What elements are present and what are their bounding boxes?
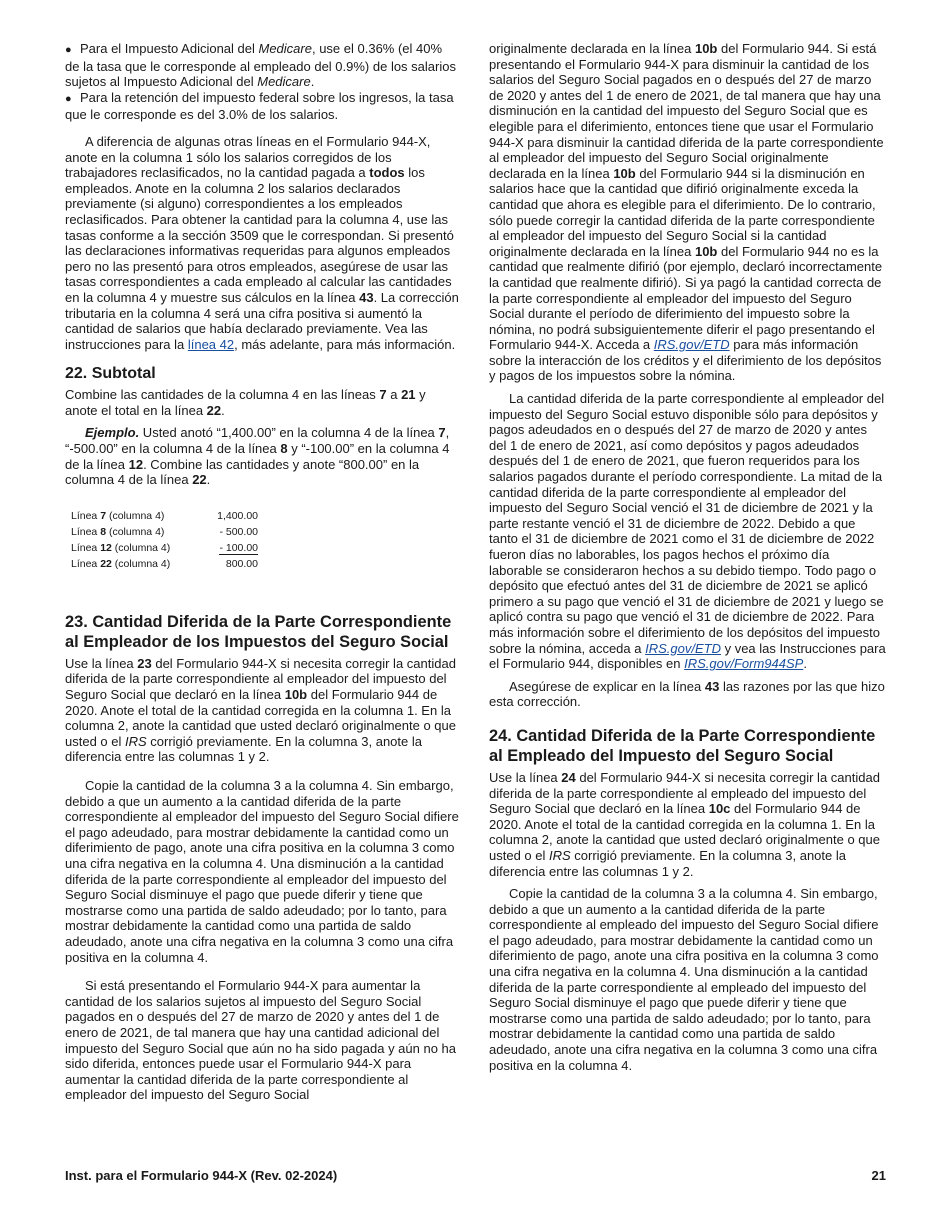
heading-line-24: 24. Cantidad Diferida de la Parte Correspondiente al Empleado del Impuesto del Seguro Social — [489, 726, 876, 766]
paragraph-line-23-b: Copie la cantidad de la columna 3 a la columna 4. Sin embargo, debido a que un aumento a la cantidad diferida de la parte correspondiente al empleador del impuesto del Seguro Social difiere el pago adeudado, para mostrar debidamente la cantidad como un diferimiento de pago, anote una cifra positiva en la columna 3 como una cifra negativa en la columna 4. Una disminución a la cantidad diferida de la parte correspondiente al empleador del impuesto del Seguro Social disminuye el pago que puede diferir y tiene que mostrarse como una partida de saldo adeudado; por lo tanto, para mostrar debidamente la cantidad como una partida de saldo adeudado, anote una cifra negativa en la columna 3 como una cifra positiva en la columna 4. — [65, 778, 459, 965]
footer-title: Inst. para el Formulario 944-X (Rev. 02-2024) — [65, 1168, 338, 1183]
paragraph-line-23-c: Si está presentando el Formulario 944-X para aumentar la cantidad de los salarios sujetos al impuesto del Seguro Social pagados en o después del 27 de marzo de 2020 y antes del 1 de enero de 2021, de tal manera que hay una cantidad adicional del impuesto del Seguro Social que aún no ha sido pagada y aún no ha sido diferida, entonces puede usar el Formulario 944-X para aumentar la cantidad diferida de la parte correspondiente al empleador del impuesto del Seguro Social — [65, 978, 457, 1103]
bullet-federal-tax: ● Para la retención del impuesto federal sobre los ingresos, la tasa que le corresponde es del 3.0% de los salarios. — [65, 89, 454, 123]
bullet-medicare: ● Para el Impuesto Adicional del Medicare, use el 0.36% (el 40% de la tasa que le corresponde al empleado del 0.9%) de los salarios sujetos al Impuesto Adicional del Medicare. — [65, 41, 456, 90]
link-line-42[interactable]: línea 42 — [187, 336, 235, 352]
heading-line-22: 22. Subtotal — [65, 365, 156, 383]
table-row: Línea 12 (columna 4) - 100.00 — [71, 541, 258, 554]
right-column — [489, 41, 886, 1080]
paragraph-deferral-availability: La cantidad diferida de la parte correspondiente al empleador del impuesto del Seguro Social estuvo disponible sólo para depósitos y pagos adeudados en o después del 27 de marzo de 2020 y antes del 1 de enero de 2021, así como depósitos y pagos adeudados después del 1 de enero de 2021, que fueron requeridos para los salarios pagados durante el período correspondiente. La mitad de la cantidad diferida de la parte correspondiente al empleador del impuesto del Seguro Social venció el 31 de diciembre de 2021 y la parte restante venció el 31 de diciembre de 2022. Debido a que tanto el 31 de diciembre de 2021 como el 31 de diciembre de 2022 fueron días no laborables, los pagos hechos el próximo día laborable se consideraron hechos a su debido tiempo. Todo pago o depósito que efectuó antes del 31 de diciembre de 2021 se aplicó primero a su pago que venció el 31 de diciembre de 2021 y luego se aplicó contra su pago que venció el 31 de diciembre de 2022. Para más información sobre el diferimiento de los depósitos del impuesto sobre la nómina, acceda a IRS.gov/ETD y vea las Instrucciones para el Formulario 944, disponibles en IRS.gov/Form944SP. — [489, 391, 886, 672]
example-line-22: Ejemplo. Usted anotó “1,400.00” en la columna 4 de la línea 7, “-500.00” en la columna 4 de la línea 8 y “-100.00” en la columna 4 de la línea 12. Combine las cantidades y anote “800.00” en la columna 4 de la línea 22. — [65, 425, 450, 488]
example-table — [71, 508, 258, 572]
table-row: Línea 8 (columna 4) - 500.00 — [71, 525, 258, 538]
link-irs-etd[interactable]: IRS.gov/ETD — [645, 640, 721, 656]
heading-line-23: 23. Cantidad Diferida de la Parte Correspondiente al Empleador de los Impuestos del Seguro Social — [65, 612, 452, 652]
paragraph-deferral-continued: originalmente declarada en la línea 10b del Formulario 944. Si está presentando el Formulario 944-X para disminuir la cantidad de los salarios del Seguro Social pagados en o después del 27 de marzo de 2020 y antes del 1 de enero de 2021, de tal manera que hay una disminución en la cantidad del impuesto del Seguro Social que es elegible para el diferimiento, entonces tiene que usar el Formulario 944-X para disminuir la cantidad diferida de la parte correspondiente al empleador del impuesto del Seguro Social originalmente declarada en la línea 10b del Formulario 944 si la disminución en salarios hace que la cantidad que difirió originalmente exceda la cantidad que ahora es elegible para el diferimiento. De lo contrario, sólo puede corregir la cantidad diferida de la parte correspondiente al empleador del impuesto del Seguro Social si la cantidad originalmente declarada en la línea 10b del Formulario 944 no es la cantidad que realmente difirió (por ejemplo, declaró incorrectamente la cantidad que realmente difirió). Si ya pagó la cantidad correcta de la parte correspondiente al empleador del impuesto del Seguro Social durante el período de diferimiento del impuesto sobre la nómina, no podrá subsiguientemente diferir el pago presentando el Formulario 944-X. Acceda a IRS.gov/ETD para más información sobre la interacción de los créditos y el diferimiento de los depósitos y pagos de los impuestos sobre la nómina. — [489, 41, 884, 384]
paragraph-line-22: Combine las cantidades de la columna 4 en las líneas 7 a 21 y anote el total en la línea 22. — [65, 387, 426, 418]
bullet-icon: ● — [65, 92, 72, 105]
paragraph-explain-line-43: Asegúrese de explicar en la línea 43 las razones por las que hizo esta corrección. — [489, 678, 885, 710]
page-number: 21 — [871, 1168, 886, 1183]
paragraph-reclassified-workers: A diferencia de algunas otras líneas en el Formulario 944-X, anote en la columna 1 sólo los salarios corregidos de los trabajadores reclasificados, no la cantidad pagada a todos los empleados. Anote en la columna 2 los salarios declarados previamente (si alguno) correspondientes a los empleados reclasificados. Para obtener la cantidad para la columna 4, use las tasas conforme a la sección 3509 que le correspondan. Si presentó las declaraciones informativas requeridas para algunos empleados pero no las presentó para otros empleados, asegúrese de usar las tasas correspondientes a cada empleado al calcular las cantidades en la columna 4 y muestre sus cálculos en la línea 43. La corrección tributaria en la columna 4 será una cifra positiva si aumentó la cantidad de salarios que había declarado previamente. Vea las instrucciones para la línea 42, más adelante, para más información. — [65, 133, 459, 352]
paragraph-line-24-a: Use la línea 24 del Formulario 944-X si necesita corregir la cantidad diferida de la parte correspondiente al empleado del impuesto del Seguro Social que declaró en la línea 10c del Formulario 944 de 2020. Anote el total de la cantidad corregida en la columna 1. En la columna 2, anote la cantidad que usted declaró originalmente o que usted o el IRS corrigió previamente. En la columna 3, anote la diferencia entre las columnas 1 y 2. — [489, 769, 880, 879]
link-irs-form944sp[interactable]: IRS.gov/Form944SP — [684, 656, 804, 672]
left-column — [65, 41, 460, 1110]
bullet-icon: ● — [65, 44, 72, 56]
table-row: Línea 22 (columna 4) 800.00 — [71, 557, 258, 570]
paragraph-line-23-a: Use la línea 23 del Formulario 944-X si necesita corregir la cantidad diferida de la parte correspondiente al empleador del impuesto del Seguro Social que declaró en la línea 10b del Formulario 944 de 2020. Anote el total de la cantidad corregida en la columna 1. En la columna 2, anote la cantidad que usted declaró originalmente o que usted o el IRS corrigió previamente. En la columna 3, anote la diferencia entre las columnas 1 y 2. — [65, 655, 456, 765]
table-row: Línea 7 (columna 4) 1,400.00 — [71, 509, 258, 522]
link-irs-etd[interactable]: IRS.gov/ETD — [653, 337, 730, 353]
paragraph-line-24-b: Copie la cantidad de la columna 3 a la columna 4. Sin embargo, debido a que un aumento a la cantidad diferida de la parte correspondiente al empleado del impuesto del Seguro Social difiere el pago adeudado, para mostrar debidamente la cantidad como un diferimiento de pago, anote una cifra positiva en la columna 3 como una cifra negativa en la columna 4. Una disminución a la cantidad diferida de la parte correspondiente al empleado del impuesto del Seguro Social disminuye el pago que puede diferir y tiene que mostrarse como una partida de saldo adeudado; por lo tanto, para mostrar debidamente la cantidad como una partida de saldo adeudado, anote una cifra negativa en la columna 3 como una cifra positiva en la columna 4. — [489, 886, 879, 1073]
